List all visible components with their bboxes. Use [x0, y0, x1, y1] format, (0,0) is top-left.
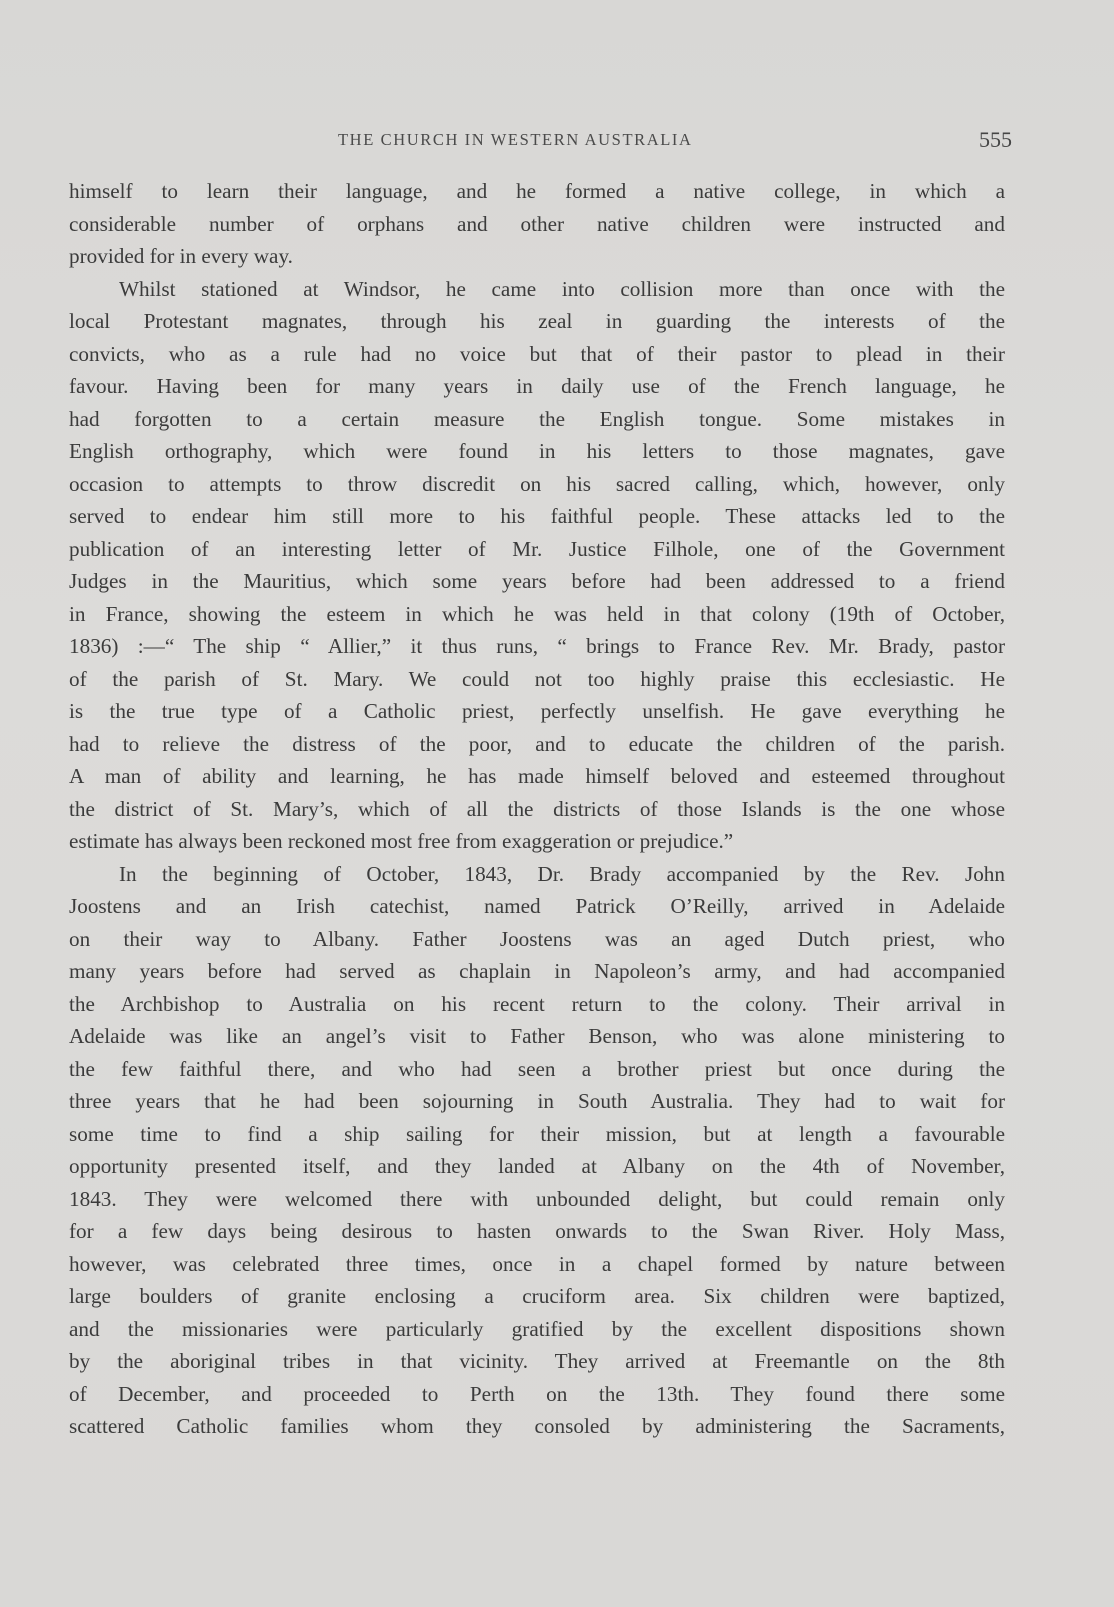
text-line: is the true type of a Catholic priest, perfectly unselfish. He gave everything he	[69, 699, 1005, 723]
text-line: had to relieve the distress of the poor, and to educate the children of the parish.	[69, 731, 1005, 756]
text-line: of the parish of St. Mary. We could not too highly praise this ecclesiastic. He	[69, 666, 1005, 691]
text-line: many years before had served as chaplain in Napoleon’s army, and had accompanied	[69, 959, 1005, 983]
text-line: large boulders of granite enclosing a cruciform area. Six children were baptized,	[69, 1284, 1005, 1308]
text-line: publication of an interesting letter of Mr. Justice Filhole, one of the Government	[69, 536, 1005, 561]
body-text	[69, 175, 1005, 1443]
text-line: scattered Catholic families whom they consoled by administering the Sacraments,	[69, 1414, 1005, 1438]
text-line: estimate has always been reckoned most free from exaggeration or prejudice.”	[69, 829, 734, 853]
text-line: local Protestant magnates, through his zeal in guarding the interests of the	[69, 309, 1005, 333]
text-line: considerable number of orphans and other native children were instructed and	[69, 211, 1005, 236]
running-title: THE CHURCH IN WESTERN AUSTRALIA	[338, 130, 693, 149]
page-number: 555	[979, 127, 1012, 152]
text-line: the district of St. Mary’s, which of all the districts of those Islands is the one whose	[69, 796, 1005, 821]
paragraph-3	[69, 858, 1005, 1443]
text-line: in France, showing the esteem in which he was held in that colony (19th of October,	[69, 601, 1005, 626]
text-line: however, was celebrated three times, once in a chapel formed by nature between	[69, 1251, 1005, 1276]
text-line: Judges in the Mauritius, which some years before had been addressed to a friend	[69, 569, 1005, 593]
text-line: opportunity presented itself, and they landed at Albany on the 4th of November,	[69, 1154, 1005, 1178]
text-line: Joostens and an Irish catechist, named Patrick O’Reilly, arrived in Adelaide	[69, 894, 1005, 918]
text-line: 1836) :—“ The ship “ Allier,” it thus runs, “ brings to France Rev. Mr. Brady, pastor	[69, 634, 1005, 658]
paragraph-2	[69, 273, 1005, 858]
text-line: for a few days being desirous to hasten onwards to the Swan River. Holy Mass,	[69, 1219, 1005, 1243]
text-line: served to endear him still more to his faithful people. These attacks led to the	[69, 504, 1005, 528]
text-line: A man of ability and learning, he has made himself beloved and esteemed throughout	[69, 764, 1005, 788]
text-line: 1843. They were welcomed there with unbounded delight, but could remain only	[69, 1186, 1005, 1211]
text-line: on their way to Albany. Father Joostens was an aged Dutch priest, who	[69, 926, 1005, 951]
text-line: himself to learn their language, and he formed a native college, in which a	[69, 179, 1005, 203]
text-line: English orthography, which were found in his letters to those magnates, gave	[69, 439, 1005, 463]
paragraph-1	[69, 175, 1005, 273]
text-line: by the aboriginal tribes in that vicinity. They arrived at Freemantle on the 8th	[69, 1349, 1005, 1373]
text-line: Adelaide was like an angel’s visit to Father Benson, who was alone ministering to	[69, 1024, 1005, 1048]
text-line: convicts, who as a rule had no voice but that of their pastor to plead in their	[69, 341, 1005, 366]
text-line: provided for in every way.	[69, 244, 293, 268]
text-line: In the beginning of October, 1843, Dr. Brady accompanied by the Rev. John	[119, 861, 1005, 886]
text-line: some time to find a ship sailing for their mission, but at length a favourable	[69, 1121, 1005, 1146]
text-line: of December, and proceeded to Perth on the 13th. They found there some	[69, 1381, 1005, 1406]
text-line: the few faithful there, and who had seen a brother priest but once during the	[69, 1056, 1005, 1081]
text-line: the Archbishop to Australia on his recent return to the colony. Their arrival in	[69, 991, 1005, 1016]
text-line: and the missionaries were particularly gratified by the excellent dispositions shown	[69, 1316, 1005, 1341]
text-line: had forgotten to a certain measure the English tongue. Some mistakes in	[69, 406, 1005, 431]
text-line: favour. Having been for many years in daily use of the French language, he	[69, 374, 1005, 398]
text-line: Whilst stationed at Windsor, he came into collision more than once with the	[119, 276, 1005, 301]
running-head	[0, 127, 1114, 154]
text-line: three years that he had been sojourning in South Australia. They had to wait for	[69, 1089, 1005, 1113]
text-line: occasion to attempts to throw discredit on his sacred calling, which, however, only	[69, 471, 1005, 496]
